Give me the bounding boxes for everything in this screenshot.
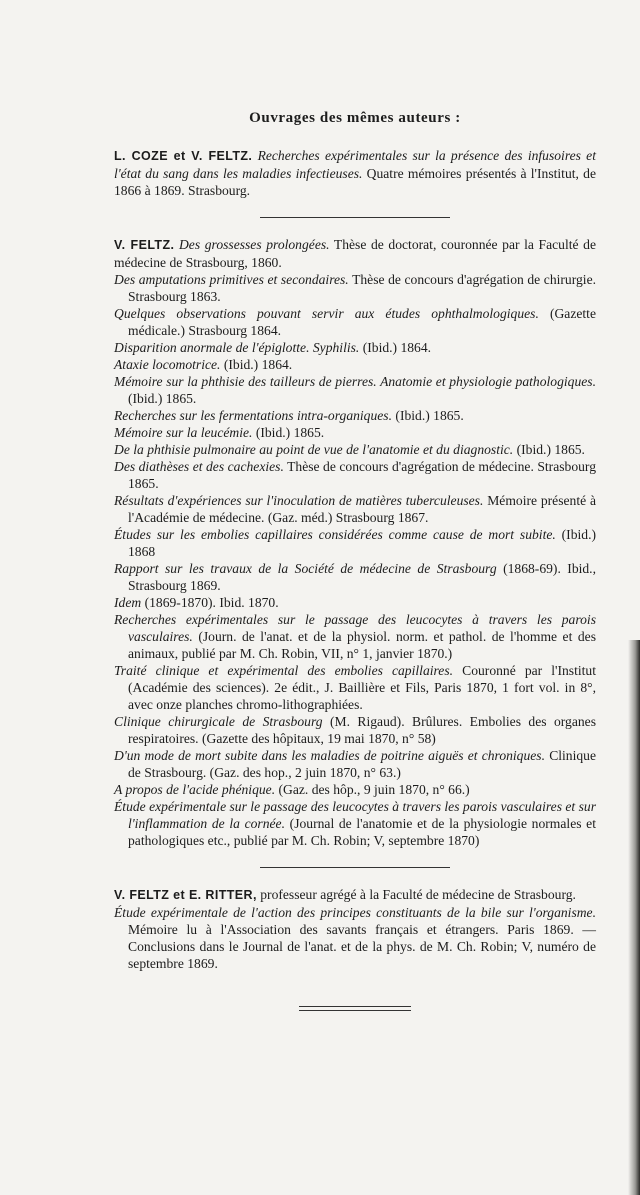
entry-details: (Journ. de l'anat. et de la physiol. norm. et pathol. de l'homme et des animaux, publié par M. Ch. Robin, VII, n° 1, janvier 1870.) bbox=[128, 629, 596, 661]
section-divider bbox=[260, 217, 450, 218]
entry-details: (1869-1870). Ibid. 1870. bbox=[144, 595, 279, 610]
entry-details: (Ibid.) 1864. bbox=[362, 340, 432, 355]
bib-entry bbox=[114, 904, 596, 972]
closing-double-rule bbox=[299, 1006, 411, 1011]
bib-entry bbox=[114, 305, 596, 339]
entry-title: Clinique chirurgicale de Strasbourg bbox=[114, 714, 323, 729]
entry-title: Des diathèses et des cachexies. bbox=[114, 459, 284, 474]
entry-authors: V. FELTZ. bbox=[114, 238, 175, 252]
rule-line bbox=[299, 1006, 411, 1007]
entry-title: Quelques observations pouvant servir aux études ophthalmologiques. bbox=[114, 306, 539, 321]
entry-details: Couronné par l'Institut (Académie des sciences). 2e édit., J. Baillière et Fils, Paris 1870, 1 fort vol. in 8°, avec onze planches chromo-lithographiées. bbox=[128, 663, 597, 712]
entry-authors: L. COZE et V. FELTZ. bbox=[114, 149, 253, 163]
entry-details: (Ibid.) 1868 bbox=[128, 527, 596, 559]
entry-title: Idem bbox=[114, 595, 142, 610]
entry-authors: V. FELTZ et E. RITTER, bbox=[114, 888, 257, 902]
rule-line bbox=[299, 1010, 411, 1011]
bib-entry bbox=[114, 713, 596, 747]
page-heading: Ouvrages des mêmes auteurs : bbox=[249, 110, 461, 126]
bib-entry bbox=[114, 594, 596, 611]
entry-title: De la phthisie pulmonaire au point de vue de l'anatomie et du diagnostic. bbox=[114, 442, 514, 457]
entry-title: A propos de l'acide phénique. bbox=[114, 782, 276, 797]
section-divider bbox=[260, 867, 450, 868]
entry-title: Recherches expérimentales sur la présence des infusoires et l'état du sang dans les maladies infectieuses. bbox=[114, 148, 596, 181]
entry-details: Mémoire lu à l'Association des savants français et étrangers. Paris 1869. — Conclusions dans le Journal de l'anat. et de la phys. de M. Ch. Robin; V, numéro de septembre 1869. bbox=[128, 922, 596, 971]
entry-title: Résultats d'expériences sur l'inoculation de matières tuberculeuses. bbox=[114, 493, 484, 508]
entry-details: Thèse de doctorat, couronnée par la Faculté de médecine de Strasbourg, 1860. bbox=[114, 237, 597, 270]
entry-title: Disparition anormale de l'épiglotte. Syphilis. bbox=[114, 340, 360, 355]
bib-entry bbox=[114, 662, 596, 713]
entry-details: (Ibid.) 1865. bbox=[255, 425, 325, 440]
bib-entry bbox=[114, 492, 596, 526]
page-edge-shadow bbox=[628, 640, 640, 1195]
entry-title: Étude expérimentale de l'action des principes constituants de la bile sur l'organisme. bbox=[114, 905, 596, 920]
entry-details: (Ibid.) 1865. bbox=[395, 408, 464, 423]
bibliography-coze-feltz bbox=[114, 147, 596, 199]
entry-details: Clinique de Strasbourg. (Gaz. des hop., 2 juin 1870, n° 63.) bbox=[128, 748, 597, 780]
entry-details: (M. Rigaud). Brûlures. Embolies des organes respiratoires. (Gazette des hôpitaux, 19 mai 1870, n° 58) bbox=[128, 714, 596, 746]
bib-entry bbox=[114, 747, 596, 781]
entry-title: Étude expérimentale sur le passage des leucocytes à travers les parois vasculaires et sur l'inflammation de la cornée. bbox=[114, 799, 596, 831]
document-body bbox=[114, 110, 596, 1014]
entry-details: (Ibid.) 1864. bbox=[223, 357, 293, 372]
bib-entry bbox=[114, 441, 596, 458]
bibliography-feltz-ritter bbox=[114, 886, 596, 972]
bib-entry bbox=[114, 356, 596, 373]
entry-details: Quatre mémoires présentés à l'Institut, de 1866 à 1869. Strasbourg. bbox=[114, 166, 596, 198]
bib-entry bbox=[114, 781, 596, 798]
bib-entry bbox=[114, 373, 596, 407]
bib-entry bbox=[114, 526, 596, 560]
entry-title: Études sur les embolies capillaires considérées comme cause de mort subite. bbox=[114, 527, 556, 542]
entry-affiliation: professeur agrégé à la Faculté de médecine de Strasbourg. bbox=[260, 887, 576, 902]
entry-title: Mémoire sur la leucémie. bbox=[114, 425, 253, 440]
entry-title: Rapport sur les travaux de la Société de médecine de Strasbourg bbox=[114, 561, 497, 576]
bib-entry bbox=[114, 560, 596, 594]
entry-details: (1868-69). Ibid., Strasbourg 1869. bbox=[128, 561, 596, 593]
entry-details: Mémoire présenté à l'Académie de médecine. (Gaz. méd.) Strasbourg 1867. bbox=[128, 493, 596, 525]
bib-entry bbox=[114, 458, 596, 492]
entry-details: Thèse de concours d'agrégation de chirurgie. Strasbourg 1863. bbox=[128, 272, 597, 304]
bib-entry bbox=[114, 798, 596, 849]
entry-details: (Journal de l'anatomie et de la physiologie normales et pathologiques etc., publié par M. Ch. Robin; V, septembre 1870) bbox=[128, 816, 596, 848]
bibliography-feltz bbox=[114, 236, 596, 849]
entry-details: (Ibid.) 1865. bbox=[516, 442, 585, 457]
bib-entry bbox=[114, 236, 596, 271]
bib-entry-authors bbox=[114, 886, 596, 904]
entry-details: (Ibid.) 1865. bbox=[128, 391, 197, 406]
entry-details: (Gaz. des hôp., 9 juin 1870, n° 66.) bbox=[278, 782, 470, 797]
entry-title: Ataxie locomotrice. bbox=[114, 357, 221, 372]
entry-title: Recherches sur les fermentations intra-organiques. bbox=[114, 408, 393, 423]
entry-title: Traité clinique et expérimental des embolies capillaires. bbox=[114, 663, 454, 678]
entry-title: Des amputations primitives et secondaires. bbox=[114, 272, 349, 287]
bib-entry bbox=[114, 147, 596, 199]
entry-title: Recherches expérimentales sur le passage des leucocytes à travers les parois vasculaires. bbox=[114, 612, 596, 644]
bib-entry bbox=[114, 611, 596, 662]
entry-title: Mémoire sur la phthisie des tailleurs de pierres. Anatomie et physiologie pathologiques. bbox=[114, 374, 596, 389]
entry-details: (Gazette médicale.) Strasbourg 1864. bbox=[128, 306, 596, 338]
entry-title: Des grossesses prolongées. bbox=[178, 237, 330, 252]
bib-entry bbox=[114, 271, 596, 305]
bib-entry bbox=[114, 407, 596, 424]
bib-entry bbox=[114, 424, 596, 441]
entry-title: D'un mode de mort subite dans les maladies de poitrine aiguës et chroniques. bbox=[114, 748, 546, 763]
bib-entry bbox=[114, 339, 596, 356]
entry-details: Thèse de concours d'agrégation de médecine. Strasbourg 1865. bbox=[128, 459, 596, 491]
